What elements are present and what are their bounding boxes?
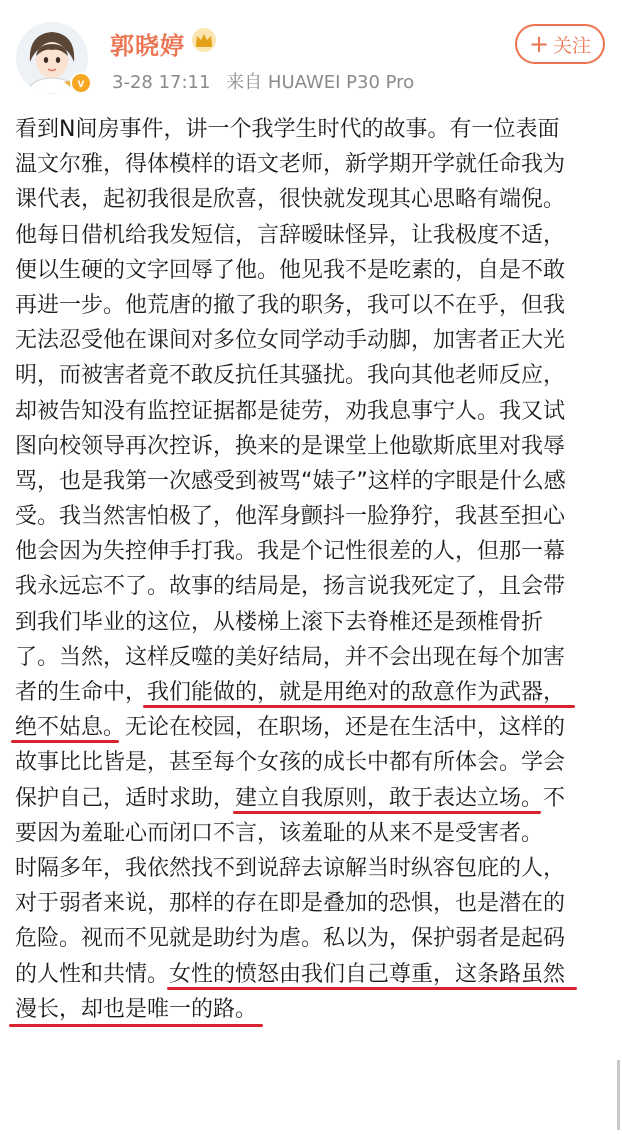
body-text: 无论在校园，在职场，还是在生活中，这样的 xyxy=(125,715,566,741)
underlined-text xyxy=(147,675,565,710)
body-line: 故事比比皆是，甚至每个女孩的成长中都有所体会。学会 xyxy=(15,750,566,776)
crown-icon[interactable] xyxy=(191,28,217,52)
highlight-phrase: 漫长，却也是唯一的路。 xyxy=(15,996,258,1022)
body-line xyxy=(15,992,610,1027)
body-line: 对于弱者来说，那样的存在即是叠加的恐惧，也是潜在的 xyxy=(15,891,566,917)
body-line xyxy=(15,781,610,816)
body-text: 保护自己，适时求助， xyxy=(15,785,236,811)
body-line: 明，而被害者竟不敢反抗任其骚扰。我向其他老师反应， xyxy=(15,363,566,389)
body-line: 他每日借机给我发短信，言辞暧昧怪异，让我极度不适， xyxy=(15,222,566,248)
body-line: 了。当然，这样反噬的美好结局，并不会出现在每个加害 xyxy=(15,644,566,670)
post-header xyxy=(0,0,622,110)
body-line: 我永远忘不了。故事的结局是，扬言说我死定了，且会带 xyxy=(15,574,566,600)
underlined-text xyxy=(15,710,125,745)
follow-button[interactable] xyxy=(515,24,605,64)
red-underline xyxy=(167,987,577,990)
source-device: HUAWEI P30 Pro xyxy=(267,72,415,93)
red-underline xyxy=(9,1024,263,1027)
body-line: 骂，也是我第一次感受到被骂“婊子”这样的字眼是什么感 xyxy=(15,468,566,494)
post-meta xyxy=(112,68,414,94)
body-line: 要因为羞耻心而闭口不言，该羞耻的从来不是受害者。 xyxy=(15,820,544,846)
body-line: 危险。视而不见就是助纣为虐。私以为，保护弱者是起码 xyxy=(15,926,566,952)
source-prefix: 来自 xyxy=(226,72,263,93)
body-text: 不 xyxy=(543,785,566,811)
body-line: 图向校领导再次控诉，换来的是课堂上他歇斯底里对我辱 xyxy=(15,433,566,459)
body-text: 的人性和共情。 xyxy=(15,961,170,987)
highlight-phrase: 女性的愤怒由我们自己尊重，这条路虽然 xyxy=(169,961,566,987)
body-line: 他会因为失控伸手打我。我是个记性很差的人，但那一幕 xyxy=(15,539,566,565)
body-line xyxy=(15,957,610,992)
plus-icon: + xyxy=(528,30,550,58)
post-time: 3-28 17:11 xyxy=(112,72,211,93)
red-underline xyxy=(143,705,575,708)
body-line: 时隔多年，我依然找不到说辞去谅解当时纵容包庇的人， xyxy=(15,855,566,881)
scrollbar[interactable] xyxy=(617,1060,620,1130)
underlined-text xyxy=(15,992,257,1027)
body-line: 再进一步。他荒唐的撤了我的职务，我可以不在乎，但我 xyxy=(15,292,566,318)
post-body xyxy=(15,112,610,1027)
body-line: 却被告知没有监控证据都是徒劳，劝我息事宁人。我又试 xyxy=(15,398,566,424)
verified-badge-icon: v xyxy=(70,72,92,94)
body-line: 受。我当然害怕极了，他浑身颤抖一脸狰狞，我甚至担心 xyxy=(15,504,566,530)
red-underline xyxy=(11,740,119,743)
body-line: 看到N间房事件，讲一个我学生时代的故事。有一位表面 xyxy=(15,117,560,142)
highlight-phrase: 建立自我原则，敢于表达立场。 xyxy=(235,785,544,811)
highlight-phrase: 我们能做的，就是用绝对的敌意作为武器， xyxy=(147,680,566,705)
highlight-phrase: 绝不姑息。 xyxy=(15,715,126,741)
body-line xyxy=(15,710,610,745)
body-line xyxy=(15,675,610,710)
body-line: 便以生硬的文字回辱了他。他见我不是吃素的，自是不敢 xyxy=(15,257,566,283)
red-underline xyxy=(233,811,541,814)
body-text: 者的生命中， xyxy=(15,680,148,705)
follow-label: 关注 xyxy=(553,34,592,57)
underlined-text xyxy=(235,781,543,816)
author-name[interactable]: 郭晓婷 xyxy=(110,32,185,60)
body-line: 温文尔雅，得体模样的语文老师，新学期开学就任命我为 xyxy=(15,152,566,178)
body-line: 无法忍受他在课间对多位女同学动手动脚，加害者正大光 xyxy=(15,328,566,354)
body-line: 课代表，起初我很是欣喜，很快就发现其心思略有端倪。 xyxy=(15,187,566,213)
underlined-text xyxy=(169,957,565,992)
body-line: 到我们毕业的这位，从楼梯上滚下去脊椎还是颈椎骨折 xyxy=(15,609,544,635)
